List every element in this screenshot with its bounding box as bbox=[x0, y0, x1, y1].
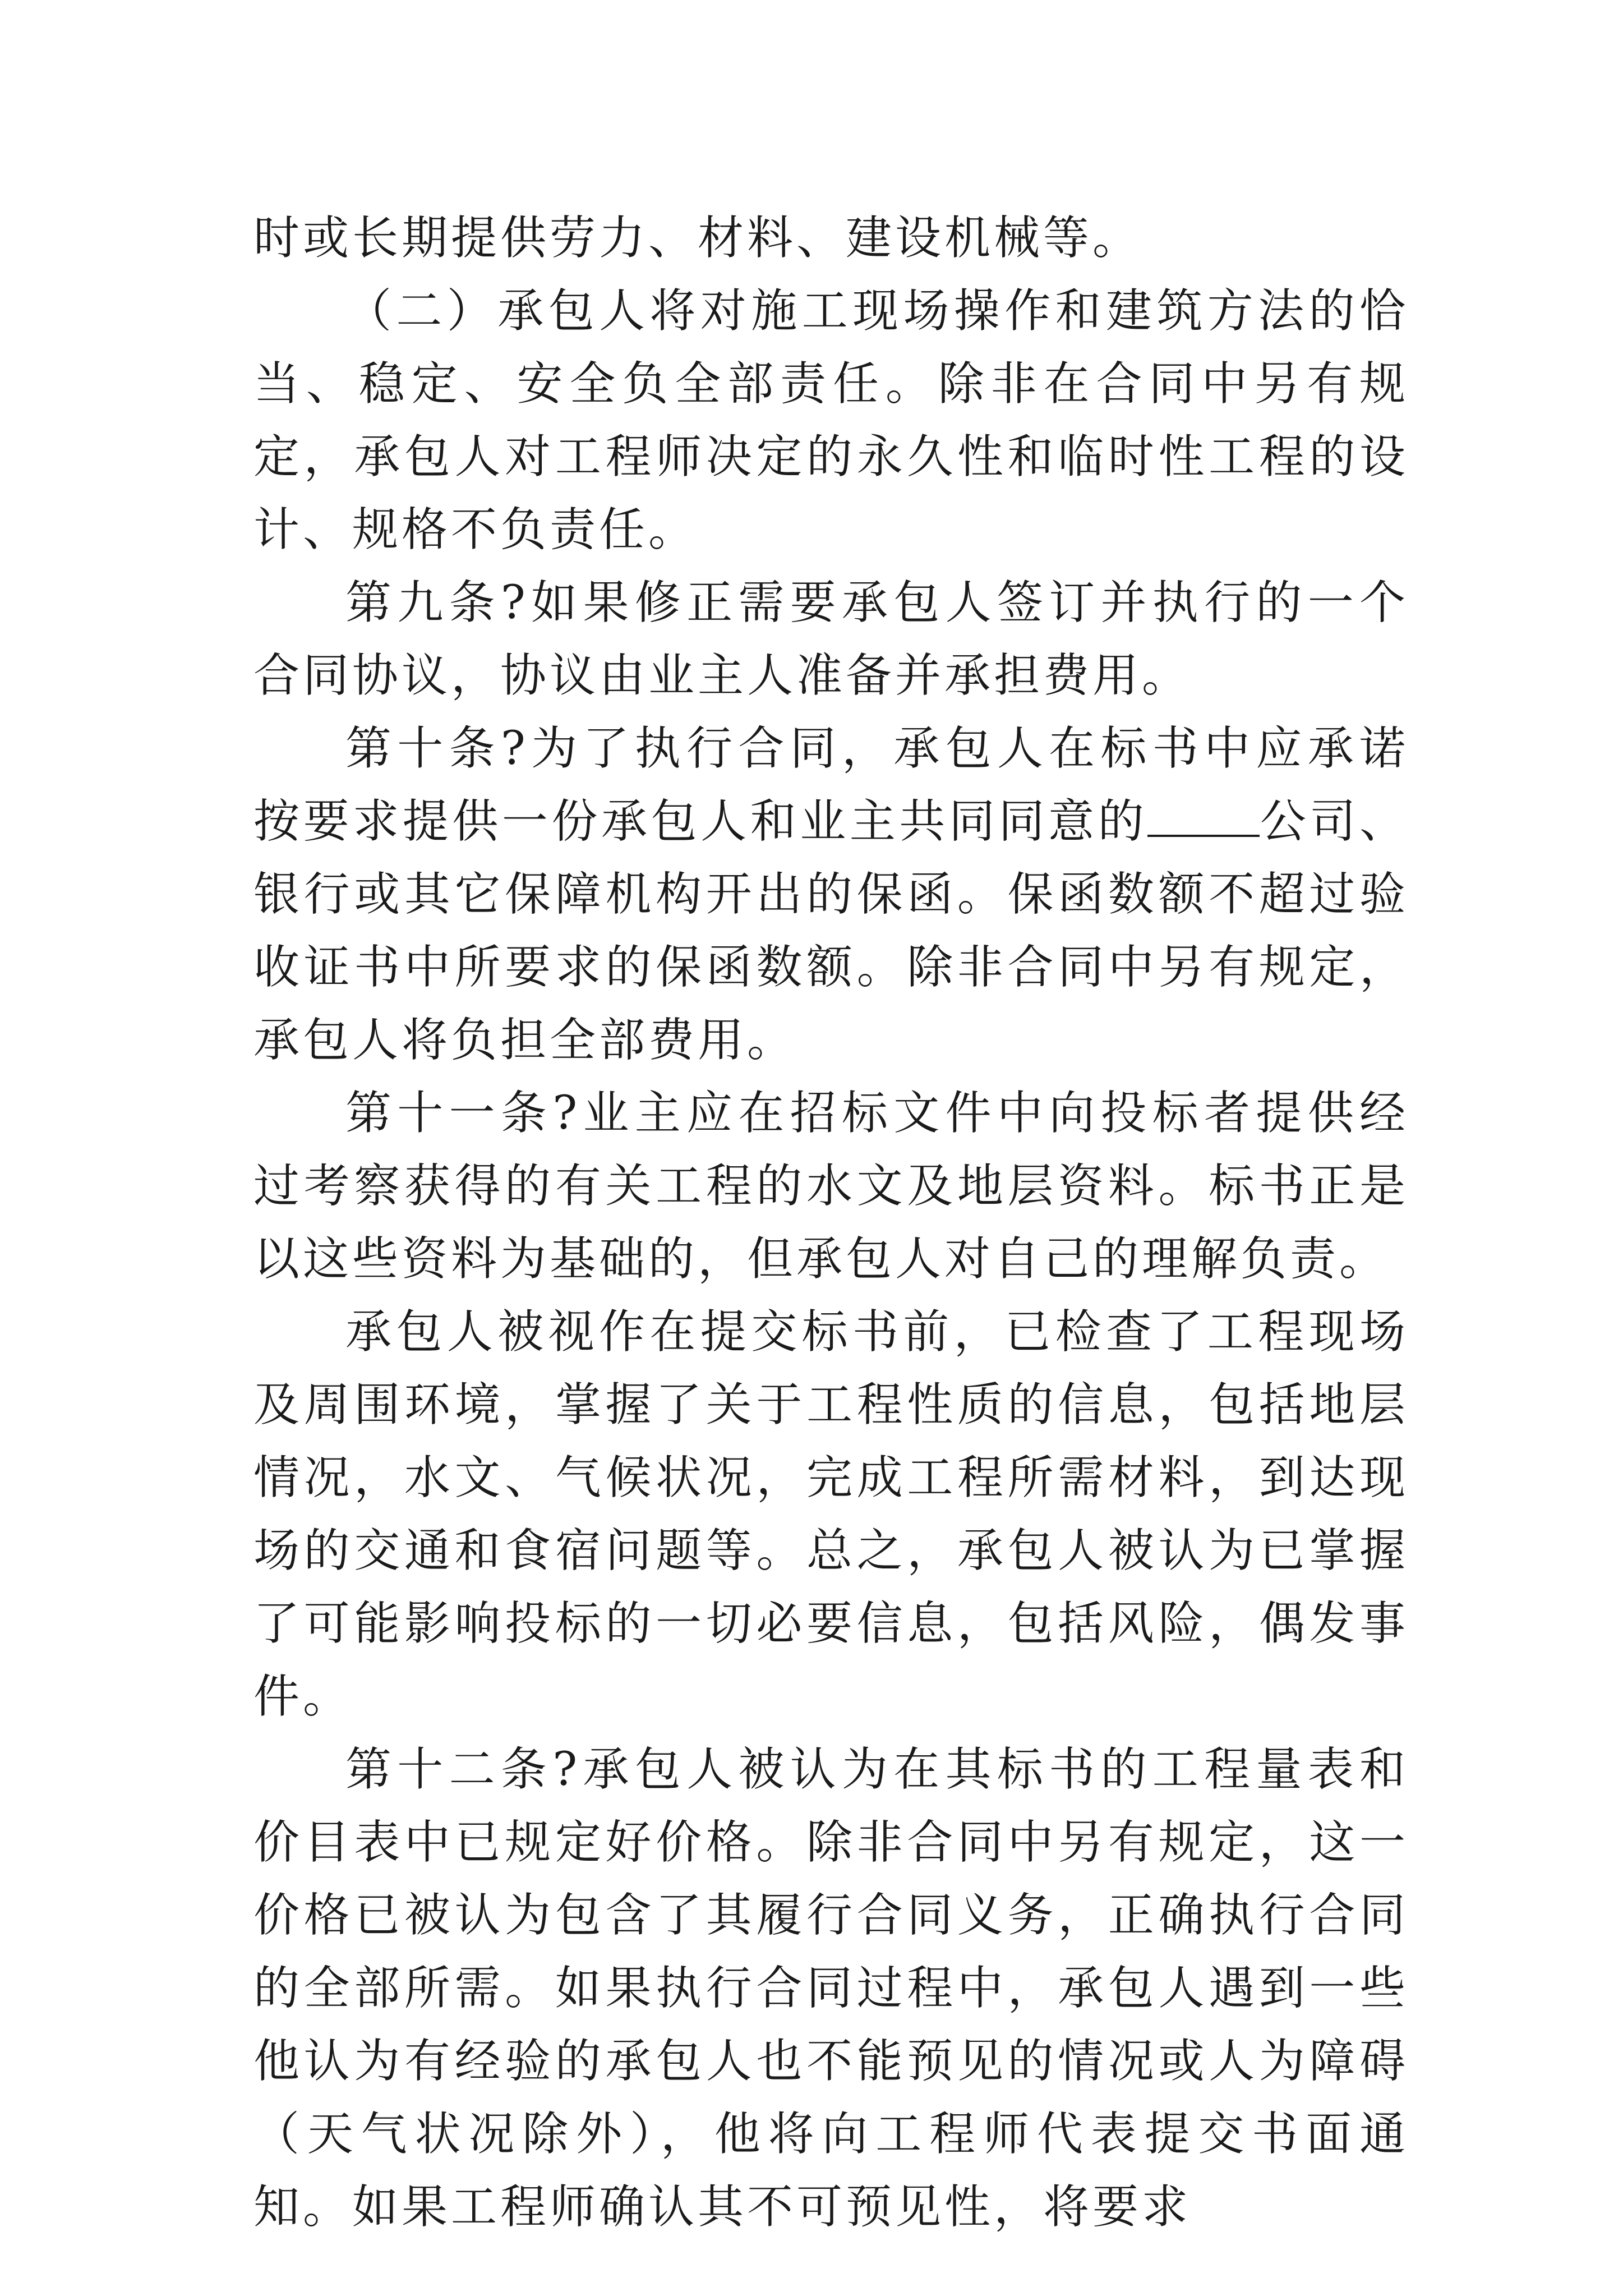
fill-in-blank bbox=[1147, 795, 1260, 837]
paragraph-article-11: 第十一条?业主应在招标文件中向投标者提供经过考察获得的有关工程的水文及地层资料。标书正是以这些资料为基础的，但承包人对自己的理解负责。 bbox=[253, 1087, 1409, 1286]
paragraph-clause-2: （二）承包人将对施工现场操作和建筑方法的恰当、稳定、安全负全部责任。除非在合同中另有规定，承包人对工程师决定的永久性和临时性工程的设计、规格不负责任。 bbox=[253, 284, 1409, 556]
article-10-text-after: 公司、银行或其它保障机构开出的保函。保函数额不超过验收证书中所要求的保函数额。除非合同中另有规定，承包人将负担全部费用。 bbox=[253, 795, 1409, 1067]
document-body bbox=[253, 202, 1409, 2244]
paragraph-article-9: 第九条?如果修正需要承包人签订并执行的一个合同协议，协议由业主人准备并承担费用。 bbox=[253, 576, 1409, 702]
paragraph-article-10 bbox=[253, 712, 1409, 1077]
paragraph-continuation: 时或长期提供劳力、材料、建设机械等。 bbox=[253, 211, 1142, 265]
article-10-text-before: 第十条?为了执行合同，承包人在标书中应承诺按要求提供一份承包人和业主共同同意的 bbox=[253, 722, 1409, 848]
paragraph-article-12: 第十二条?承包人被认为在其标书的工程量表和价目表中已规定好价格。除非合同中另有规定，这一价格已被认为包含了其履行合同义务，正确执行合同的全部所需。如果执行合同过程中，承包人遇到一些他认为有经验的承包人也不能预见的情况或人为障碍（天气状况除外），他将向工程师代表提交书面通知。如果工程师确认其不可预见性，将要求 bbox=[253, 1743, 1409, 2234]
paragraph-contractor-inspection: 承包人被视作在提交标书前，已检查了工程现场及周围环境，掌握了关于工程性质的信息，包括地层情况，水文、气候状况，完成工程所需材料，到达现场的交通和食宿问题等。总之，承包人被认为已掌握了可能影响投标的一切必要信息，包括风险，偶发事件。 bbox=[253, 1305, 1409, 1723]
